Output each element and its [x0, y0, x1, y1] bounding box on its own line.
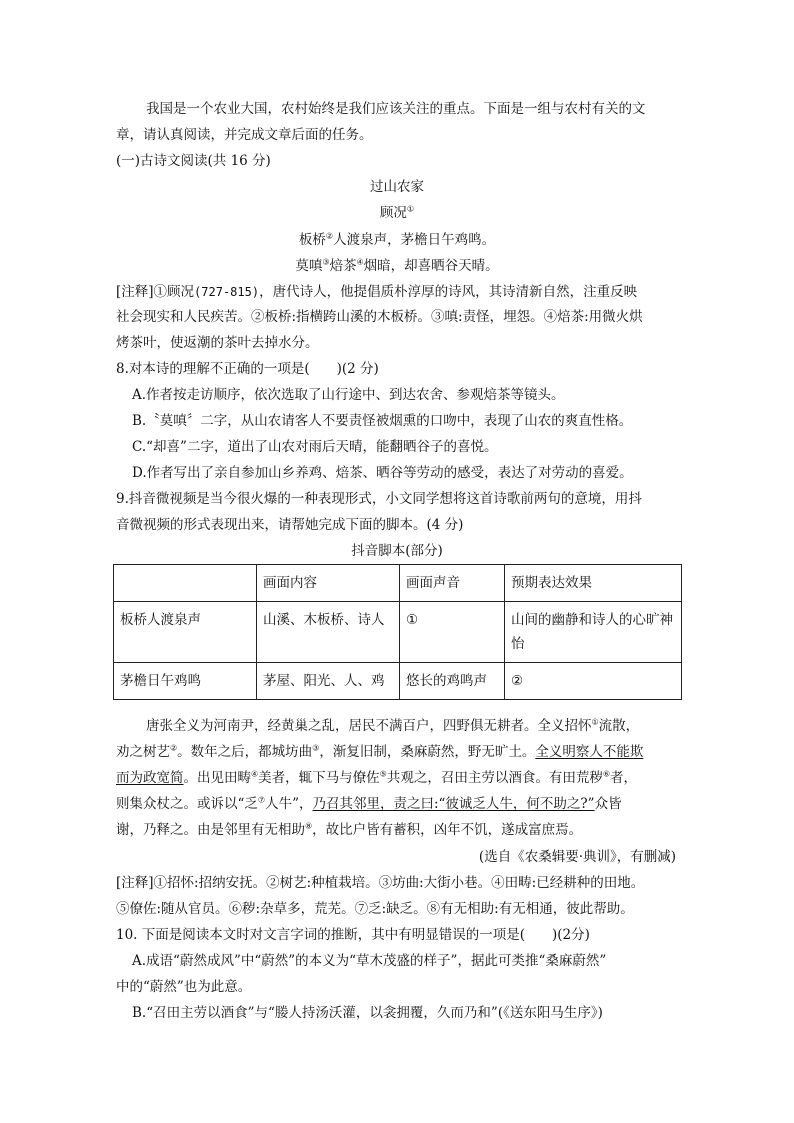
- question-10-stem: 10. 下面是阅读本文时对文言字词的推断，其中有明显错误的一项是( )(2分): [116, 927, 590, 943]
- footnote-mark: ③: [312, 743, 320, 753]
- footnote-mark: ①: [591, 717, 599, 727]
- footnote-mark: ④: [356, 257, 364, 267]
- table-header-cell: 画面声音: [400, 565, 505, 602]
- poem-author: 顾况①: [379, 204, 415, 221]
- table-cell: 茅檐日午鸡鸣: [114, 663, 257, 700]
- question-10-option-a-line-2: 中的“蔚然”也为此意。: [116, 979, 252, 995]
- passage-line-2: 劝之树艺②。数年之后，都城坊曲③，渐复旧制，桑麻蔚然，野无旷土。全义明察人不能欺: [116, 743, 644, 760]
- poem-note-line-2: 社会现实和人民疾苦。②板桥:指横跨山溪的木板桥。③嗔:责怪，埋怨。④焙茶:用微火烘: [116, 309, 643, 325]
- question-9-line-1: 9.抖音微视频是当今很火爆的一种表现形式，小文同学想将这首诗歌前两句的意境，用抖: [116, 491, 642, 507]
- table-cell-blank-1: ①: [400, 602, 505, 663]
- question-9-line-2: 音微视频的形式表现出来，请帮她完成下面的脚本。(4 分): [116, 517, 464, 533]
- table-cell: 山溪、木板桥、诗人: [257, 602, 400, 663]
- footnote-mark: ③: [322, 257, 330, 267]
- question-8-stem: 8.对本诗的理解不正确的一项是( )(2 分): [116, 361, 379, 377]
- poem-title: 过山农家: [370, 179, 424, 195]
- question-8-option-b: B.〝莫嗔〞二字，从山农请客人不要责怪被烟熏的口吻中，表现了山农的爽直性格。: [132, 413, 633, 429]
- passage-line-5: 谢，乃释之。由是邻里有无相助⑧，故比户皆有蓄积，凶年不饥，遂成富庶焉。: [116, 821, 583, 838]
- poem-line-2: 莫嗔③焙茶④烟暗，却喜晒谷天晴。: [295, 257, 499, 274]
- question-10-option-b-line-1: B.“召田主劳以酒食”与“媵人持汤沃灌，以衾拥覆，久而乃和”(《送东阳马生序》): [132, 1005, 603, 1021]
- footnote-mark: ①: [406, 204, 415, 214]
- poem-line-1: 板桥②人渡泉声，茅檐日午鸡鸣。: [298, 231, 496, 248]
- table-row: [114, 663, 682, 700]
- table-cell: 板桥人渡泉声: [114, 602, 257, 663]
- footnote-mark: ④: [251, 769, 259, 779]
- poem-note-line-3: 烤茶叶，使返潮的茶叶去掉水分。: [116, 335, 319, 351]
- passage-line-1: 唐张全义为河南尹，经黄巢之乱，居民不满百户，四野俱无耕者。全义招怀①流散，: [146, 717, 640, 734]
- question-8-option-a: A.作者按走访顺序，依次选取了山行途中、到达农舍、参观焙茶等镜头。: [132, 387, 565, 403]
- script-table: [113, 564, 682, 700]
- footnote-mark: ⑦: [257, 795, 266, 805]
- table-cell: 山间的幽静和诗人的心旷神怡: [505, 602, 682, 663]
- table-cell-blank-2: ②: [505, 663, 682, 700]
- poem-note-line-1: [注释]①顾况(727-815)，唐代诗人，他提倡质朴淳厚的诗风，其诗清新自然，注重反映: [116, 284, 638, 300]
- passage-source: (选自《农桑辑要·典训》，有删减): [478, 849, 676, 865]
- table-header-cell: [114, 565, 257, 602]
- footnote-mark: ②: [170, 743, 178, 753]
- question-10-option-a-line-1: A.成语“蔚然成风”中“蔚然”的本义为“草木茂盛的样子”，据此可类推“桑麻蔚然”: [132, 953, 607, 969]
- table-header-cell: 预期表达效果: [505, 565, 682, 602]
- underlined-sentence: 全义明察人不能欺: [535, 744, 644, 760]
- passage-line-3: 而为政宽简。出见田畴④美者，辄下马与僚佐⑤共观之，召田主劳以酒食。有田荒秽⑥者，: [116, 769, 638, 786]
- footnote-mark: ⑤: [379, 769, 387, 779]
- passage-note-line-1: [注释]①招怀:招纳安抚。②树艺:种植栽培。③坊曲:大街小巷。④田畴:已经耕种的田地。: [116, 875, 645, 891]
- intro-line-2: 章，请认真阅读，并完成文章后面的任务。: [116, 127, 373, 143]
- footnote-mark: ②: [325, 231, 334, 241]
- underlined-sentence: 而为政宽简: [116, 770, 184, 786]
- passage-note-line-2: ⑤僚佐:随从官员。⑥秽:杂草多，荒芜。⑦乏:缺乏。⑧有无相助:有无相通，彼此帮助。: [116, 901, 634, 917]
- table-header-row: [114, 565, 682, 602]
- table-header-cell: 画面内容: [257, 565, 400, 602]
- table-cell: 茅屋、阳光、人、鸡: [257, 663, 400, 700]
- section-heading: (一)古诗文阅读(共 16 分): [116, 153, 271, 169]
- table-cell: 悠长的鸡鸣声: [400, 663, 505, 700]
- footnote-mark: ⑥: [602, 769, 611, 779]
- table-row: [114, 602, 682, 663]
- question-8-option-c: C.“却喜”二字，道出了山农对雨后天晴，能翻晒谷子的喜悦。: [132, 439, 498, 455]
- passage-line-4: 则集众杖之。或诉以“乏⑦人牛”，乃召其邻里，责之曰:“彼诚乏人牛，何不助之?”众皆: [116, 795, 622, 812]
- table-title: 抖音脚本(部分): [351, 543, 443, 559]
- intro-line-1: 我国是一个农业大国，农村始终是我们应该关注的重点。下面是一组与农村有关的文: [146, 101, 646, 117]
- footnote-mark: ⑧: [305, 821, 313, 831]
- question-8-option-d: D.作者写出了亲自参加山乡养鸡、焙茶、晒谷等劳动的感受，表达了对劳动的喜爱。: [132, 465, 633, 481]
- underlined-sentence: 乃召其邻里，责之曰:“彼诚乏人牛，何不助之?”: [312, 796, 595, 812]
